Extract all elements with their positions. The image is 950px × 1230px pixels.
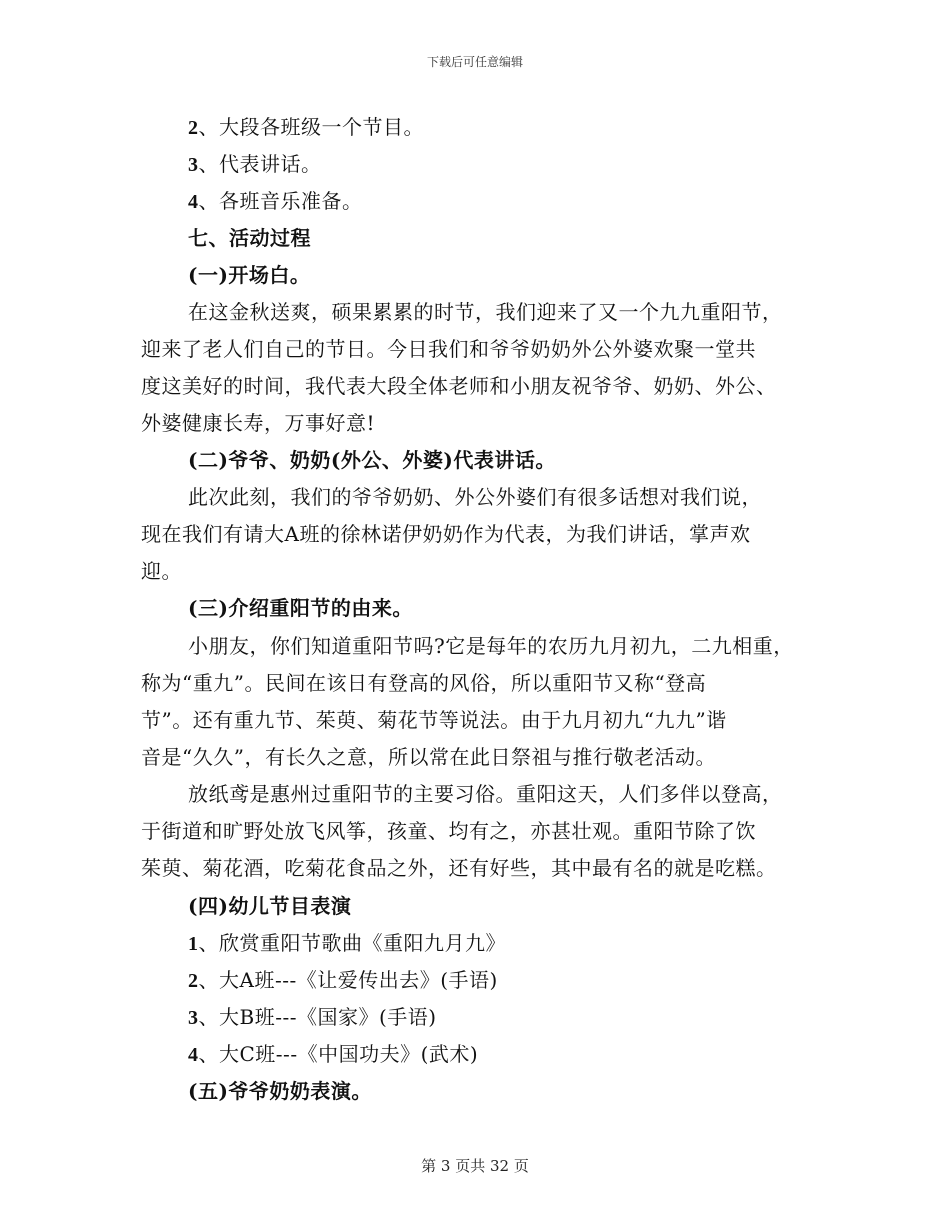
page-header-note: 下载后可任意编辑 — [426, 55, 523, 69]
paragraph-line: 外婆健康长寿，万事好意! — [141, 411, 376, 435]
section-title: 七、活动过程 — [188, 226, 311, 250]
paragraph-line: 茱萸、菊花酒，吃菊花食品之外，还有好些，其中最有名的就是吃糕。 — [141, 856, 777, 880]
list-item — [188, 188, 363, 215]
part3-heading: (三)介绍重阳节的由来。 — [188, 596, 413, 620]
list-item-text: 、大段各班级一个节目。 — [198, 115, 424, 139]
part2-heading: (二)爷爷、奶奶(外公、外婆)代表讲话。 — [188, 448, 556, 472]
paragraph-line: 放纸鸢是惠州过重阳节的主要习俗。重阳这天，人们多伴以登高， — [188, 782, 783, 806]
list-item-text: 、代表讲话。 — [198, 152, 322, 176]
list-item — [188, 114, 424, 141]
part4-heading: (四)幼儿节目表演 — [188, 894, 352, 918]
paragraph-line: 迎来了老人们自己的节日。今日我们和爷爷奶奶外公外婆欢聚一堂共 — [141, 337, 756, 361]
paragraph-line: 小朋友，你们知道重阳节吗?它是每年的农历九月初九，二九相重， — [188, 634, 794, 658]
list-item-number: 1 — [188, 933, 199, 955]
list-item-text: 、各班音乐准备。 — [198, 189, 363, 213]
list-item-number: 3 — [188, 154, 199, 176]
list-item-number: 4 — [188, 191, 199, 213]
list-item — [188, 151, 322, 178]
part1-heading: (一)开场白。 — [188, 263, 311, 287]
page-number: 第 3 页共 32 页 — [421, 1157, 529, 1175]
paragraph-line: 在这金秋送爽，硕果累累的时节，我们迎来了又一个九九重阳节， — [188, 300, 783, 324]
list-item-text: 、大A班---《让爱传出去》(手语) — [198, 968, 498, 992]
list-item — [188, 967, 498, 994]
paragraph-line: 称为“重九”。民间在该日有登高的风俗，所以重阳节又称“登高 — [141, 671, 707, 695]
list-item-number: 4 — [188, 1044, 199, 1066]
list-item — [188, 1004, 437, 1031]
list-item-text: 、大C班---《中国功夫》(武术) — [198, 1042, 479, 1066]
paragraph-line: 现在我们有请大A班的徐林诺伊奶奶作为代表，为我们讲话，掌声欢 — [141, 522, 751, 546]
list-item-text: 、大B班---《国家》(手语) — [198, 1005, 437, 1029]
list-item-number: 2 — [188, 117, 199, 139]
paragraph-line: 迎。 — [141, 559, 182, 583]
paragraph-line: 此次此刻，我们的爷爷奶奶、外公外婆们有很多话想对我们说， — [188, 485, 762, 509]
paragraph-line: 于街道和旷野处放飞风筝，孩童、均有之，亦甚壮观。重阳节除了饮 — [141, 819, 756, 843]
paragraph-line: 度这美好的时间，我代表大段全体老师和小朋友祝爷爷、奶奶、外公、 — [141, 374, 777, 398]
list-item-number: 3 — [188, 1007, 199, 1029]
list-item — [188, 1041, 478, 1068]
paragraph-line: 音是“久久”，有长久之意，所以常在此日祭祖与推行敬老活动。 — [141, 745, 716, 769]
part5-heading: (五)爷爷奶奶表演。 — [188, 1079, 372, 1103]
list-item-number: 2 — [188, 970, 199, 992]
paragraph-line: 节”。还有重九节、茱萸、菊花节等说法。由于九月初九“九九”谐 — [141, 708, 727, 732]
list-item — [188, 930, 506, 957]
list-item-text: 、欣赏重阳节歌曲《重阳九月九》 — [198, 931, 506, 955]
